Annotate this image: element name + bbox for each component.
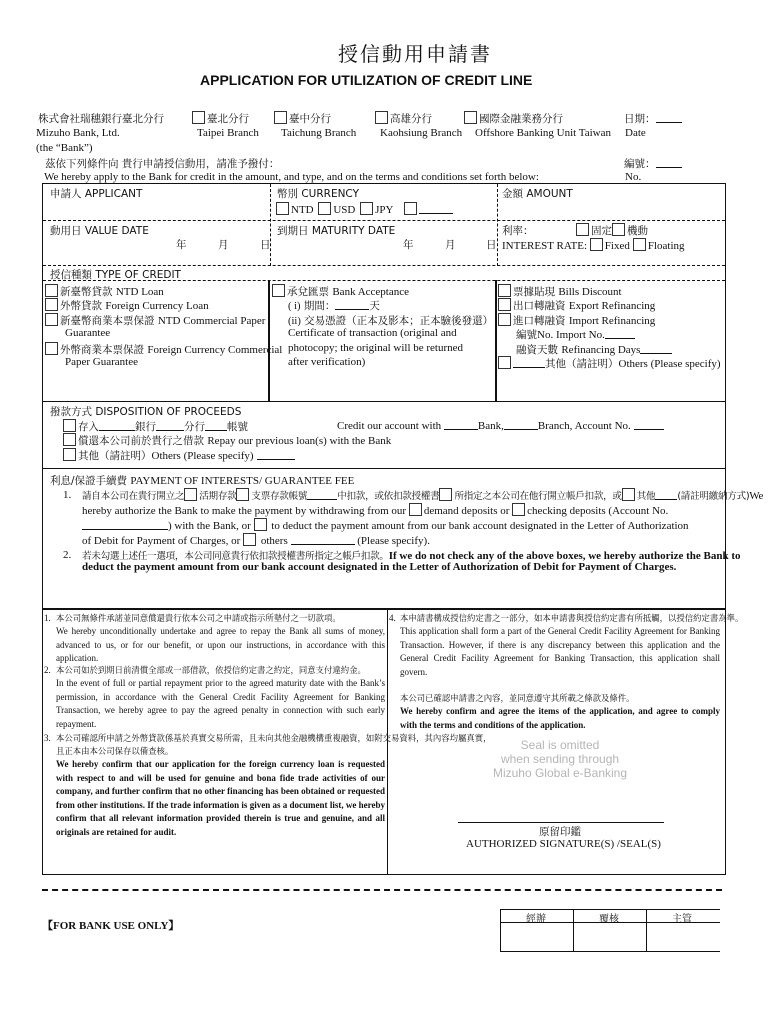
disposition-credit-account[interactable]: 存入 銀行 分行 帳號 [63,419,248,434]
confirm-cjk: 本公司已確認申請書之內容，並同意遵守其所載之條款及條件。 [400,693,635,703]
credit-fx-cp[interactable]: 外幣商業本票保證 Foreign Currency Commercial [45,342,282,357]
branch-obu-option[interactable]: 國際金融業務分行 [464,111,563,126]
signature-label-cjk: 原留印鑑 [539,826,581,838]
disposition-repay-checkbox[interactable] [63,433,76,446]
intro-cjk: 茲依下列條件向 貴行申請授信動用，請准予撥付： [45,158,280,170]
signature-line[interactable] [458,822,664,823]
credit-others-checkbox[interactable] [498,356,511,369]
term3-num: 3. [44,733,51,743]
cut-line [42,889,722,891]
bank-use-table [500,909,720,951]
credit-ntd-cp-checkbox[interactable] [45,313,58,326]
interest-label-cjk: 利率： [502,225,534,237]
acceptance-certificate-en3: after verification) [288,356,366,368]
bank-use-col-supervisor: 主管 [672,914,692,925]
payment-heading: 利息/保證手續費 PAYMENT OF INTERESTS/ GUARANTEE FEE [50,475,355,487]
credit-export-refinancing[interactable]: 出口轉融資 Export Refinancing [498,298,655,313]
currency-options[interactable]: NTD USD JPY [276,202,453,216]
value-date-day: 日 [260,239,271,251]
payment-checking-cjk-checkbox[interactable] [236,488,249,501]
term1-en: We hereby unconditionally undertake and agree to repay the Bank all sums of money, advanced to us, or for our benefit, or upon our instructions, in accordance with this application. [56,626,385,663]
applicant-label: 申請人 APPLICANT [50,188,143,200]
number-field[interactable]: 編號： [624,156,682,171]
interest-options-cjk[interactable]: 固定 機動 [576,223,648,238]
bank-use-handler-cell[interactable] [501,923,572,950]
credit-others[interactable]: 其他（請註明）Others (Please specify) [498,356,721,371]
currency-jpy-checkbox[interactable] [360,202,373,215]
value-date-year: 年 [176,239,187,251]
payment-item1-cjk[interactable]: 請自本公司在貴行開立之 活期存款 支票存款帳號 中扣款，或依扣款授權書 所指定之本公司在他行開立帳戶扣款，或 其他 (請註明繳納方式)We [82,490,764,502]
disposition-credit-account-checkbox[interactable] [63,419,76,432]
currency-usd-checkbox[interactable] [318,202,331,215]
term2-en: In the event of full or partial repayment prior to the agreed maturity date with the Bank’s permission, in accordance with the General Credit Facility Agreement for Banking Transaction, we hereby agree to pay the agreed penalty in connection with such early repayment. [56,678,385,729]
bank-use-col-reviewer: 覆核 [599,914,619,925]
interest-fixed-checkbox[interactable] [590,238,603,251]
credit-fx-cp-line2: Paper Guarantee [65,356,138,368]
intro-en: We hereby apply to the Bank for credit in the amount, and type, and on the terms and conditions set forth below: [44,171,539,183]
currency-label: 幣別 CURRENCY [277,188,359,200]
bank-name-cjk: 株式會社瑞穗銀行臺北分行 [38,113,164,125]
credit-import-refinancing[interactable]: 進口轉融資 Import Refinancing [498,313,655,328]
maturity-date-year: 年 [403,239,414,251]
term4-en: This application shall form a part of the General Credit Facility Agreement for Banking Transaction. However, if there is any discrepancy between this application and the General Credit Facility Agreement for Banking Transaction, this application shall govern. [400,626,720,677]
term3-cjk: 本公司確認所申請之外幣貸款係基於真實交易所需，且未向其他金融機構重複融資，如附交易資料，其內容均屬真實， [56,733,492,743]
page-title: APPLICATION FOR UTILIZATION OF CREDIT LINE [200,72,533,88]
payment-item2-en2: deduct the payment amount from our bank account designated in the Letter of Authorization of Debit for Payment of Charges. [82,561,677,573]
title-cjk: 授信動用申請書 [338,42,492,66]
value-date-label: 動用日 VALUE DATE [50,225,149,237]
term1-num: 1. [44,613,51,623]
credit-bank-acceptance[interactable]: 承兌匯票 Bank Acceptance [272,284,409,299]
branch-taipei-en: Taipei Branch [197,127,259,139]
credit-bank-acceptance-checkbox[interactable] [272,284,285,297]
currency-other-checkbox[interactable] [404,202,417,215]
branch-taipei-option[interactable]: 臺北分行 [192,111,249,126]
credit-ntd-cp-line2: Guarantee [65,327,111,339]
branch-kaohsiung-option[interactable]: 高雄分行 [375,111,432,126]
payment-others-cjk-checkbox[interactable] [622,488,635,501]
payment-item1-en3[interactable]: of Debit for Payment of Charges, or others (Please specify). [82,535,430,547]
credit-bills-discount-checkbox[interactable] [498,284,511,297]
disposition-credit-account-en: Credit our account with Bank, Branch, Account No. [337,419,664,432]
import-no-field[interactable]: 編號No. Import No. [516,327,635,342]
credit-ntd-cp[interactable]: 新臺幣商業本票保證 NTD Commercial Paper [45,313,265,328]
bank-note: (the “Bank”) [36,142,93,154]
credit-fx-loan[interactable]: 外幣貸款 Foreign Currency Loan [45,298,209,313]
maturity-date-month: 月 [445,239,456,251]
credit-ntd-loan[interactable]: 新臺幣貸款 NTD Loan [45,284,164,299]
payment-others-checkbox[interactable] [243,533,256,546]
refinancing-days-field[interactable]: 融資天數 Refinancing Days [516,342,672,357]
credit-export-refinancing-checkbox[interactable] [498,298,511,311]
branch-obu-en: Offshore Banking Unit Taiwan [475,127,611,139]
term4-cjk: 本申請書構成授信約定書之一部分，如本申請書與授信約定書有所抵觸，以授信約定書為準。 [400,613,744,623]
branch-kaohsiung-en: Kaohsiung Branch [380,127,463,139]
disposition-heading: 撥款方式 DISPOSITION OF PROCEEDS [50,406,242,418]
term3-cjk2: 且正本由本公司保存以備查核。 [56,746,174,756]
acceptance-certificate-en1: Certificate of transaction (original and [288,327,457,339]
term1-cjk: 本公司無條件承諾並同意償還貴行依本公司之申請或指示所墊付之一切款項。 [56,613,341,623]
credit-type-heading: 授信種類 TYPE OF CREDIT [50,269,181,281]
number-label-en: No. [625,171,642,183]
term2-cjk: 本公司如於到期日前清償全部或一部借款，依授信約定書之約定，同意支付違約金。 [56,665,366,675]
disposition-repay[interactable]: 償還本公司前於貴行之借款 Repay our previous loan(s) with the Bank [63,433,391,448]
branch-obu-checkbox[interactable] [464,111,477,124]
branch-taichung-checkbox[interactable] [274,111,287,124]
currency-ntd-checkbox[interactable] [276,202,289,215]
interest-floating-checkbox[interactable] [633,238,646,251]
payment-item1-en1[interactable]: hereby authorize the Bank to make the payment by withdrawing from our demand deposits or checking deposits (Account No. [82,505,669,517]
bank-name-en: Mizuho Bank, Ltd. [36,127,120,139]
payment-item1-en2[interactable]: ) with the Bank, or to deduct the payment amount from our bank account designated in the Letter of Authorization [82,518,689,532]
payment-item1-num: 1. [63,489,72,501]
confirm-en: We hereby confirm and agree the items of the application, and agree to comply with the terms and conditions of the application. [400,706,720,730]
payment-debit-auth-checkbox[interactable] [254,518,267,531]
payment-item2-num: 2. [63,549,72,561]
date-field[interactable]: 日期： [624,111,682,126]
branch-taichung-en: Taichung Branch [281,127,357,139]
branch-taichung-option[interactable]: 臺中分行 [274,111,331,126]
bank-use-col-handler: 經辦 [526,914,546,925]
credit-bills-discount[interactable]: 票據貼現 Bills Discount [498,284,622,299]
bank-use-supervisor-cell[interactable] [647,923,719,950]
bank-use-reviewer-cell[interactable] [574,923,645,950]
interest-fixed-cjk-checkbox[interactable] [576,223,589,236]
amount-label: 金額 AMOUNT [502,188,573,200]
payment-item2: 若未勾選上述任一選項，本公司同意貴行依扣款授權書所指定之帳戶扣款。If we do not check any of the above boxes, we hereby authorize the Bank to [82,550,741,562]
seal-omitted-note: Seal is omitted when sending through Mizuho Global e-Banking [492,738,628,780]
term4-num: 4. [389,613,396,623]
maturity-date-day: 日 [486,239,497,251]
bank-use-label: 【FOR BANK USE ONLY】 [42,920,180,932]
maturity-date-label: 到期日 MATURITY DATE [277,225,396,237]
credit-fx-cp-checkbox[interactable] [45,342,58,355]
term2-num: 2. [44,665,51,675]
branch-taipei-checkbox[interactable] [192,111,205,124]
value-date-month: 月 [218,239,229,251]
credit-fx-loan-checkbox[interactable] [45,298,58,311]
term3-en: We hereby confirm that our application for the foreign currency loan is requested with respect to and will be used for genuine and bona fide trade activities of our company, and further confirm that no other financing has been obtained or requested from other institutions. If the trade information is given as a document list, we hereby confirm that all relevant information provided therein is true and genuine, and all originals are retained for audit. [56,759,385,837]
payment-checking-checkbox[interactable] [512,503,525,516]
interest-floating-cjk-checkbox[interactable] [612,223,625,236]
acceptance-certificate-cjk: (ii) 交易憑證（正本及影本；正本驗後發還） [288,315,494,327]
disposition-others[interactable]: 其他（請註明）Others (Please specify) [63,448,295,463]
acceptance-period[interactable]: ( i) 期間： 天 [288,300,380,312]
payment-debit-auth-cjk-checkbox[interactable] [439,488,452,501]
credit-ntd-loan-checkbox[interactable] [45,284,58,297]
disposition-others-checkbox[interactable] [63,448,76,461]
date-label-en: Date [625,127,646,139]
interest-rate-en[interactable]: INTEREST RATE: Fixed Floating [502,240,685,252]
credit-import-refinancing-checkbox[interactable] [498,313,511,326]
branch-kaohsiung-checkbox[interactable] [375,111,388,124]
payment-demand-cjk-checkbox[interactable] [184,488,197,501]
payment-demand-checkbox[interactable] [409,503,422,516]
acceptance-certificate-en2: photocopy; the original will be returned [288,342,464,354]
signature-label-en: AUTHORIZED SIGNATURE(S) /SEAL(S) [466,838,661,850]
